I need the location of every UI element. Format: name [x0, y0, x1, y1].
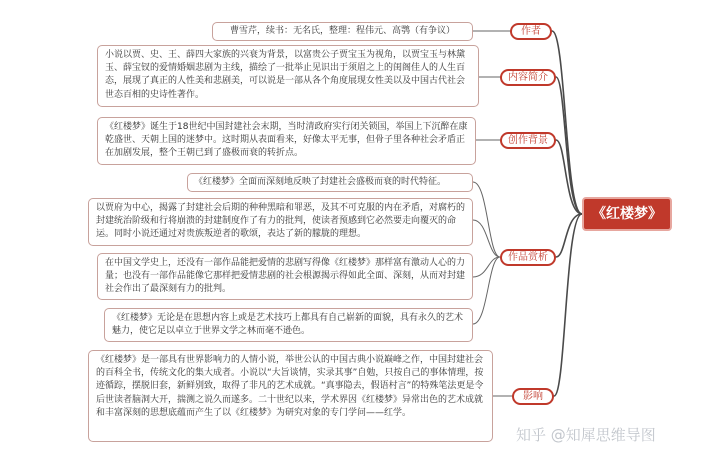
- link-appreciation-1: [473, 182, 500, 257]
- background-box: 《红楼梦》诞生于18世纪中国封建社会末期，当时清政府实行闭关锁国，举国上下沉醉在康乾盛世、天朝上国的迷梦中。这时期从表面看来，好像太平无事，但骨子里各种社会矛盾正在加剧发展，整个王朝已到了盛极而衰的转折点。: [97, 117, 476, 165]
- influence-box: 《红楼梦》是一部具有世界影响力的人情小说，举世公认的中国古典小说巅峰之作，中国封建社会的百科全书，传统文化的集大成者。小说以“大旨谈情，实录其事”自勉，只按自己的事体情理，按迹循踪，摆脱旧套，新鲜别致，取得了非凡的艺术成就。“真事隐去，假语村言”的特殊笔法更是令后世读者脑洞大开，揣测之说久而遂多。二十世纪以来，学术界因《红楼梦》异常出色的艺术成就和丰富深刻的思想底蕴而产生了以《红楼梦》为研究对象的专门学问——红学。: [88, 350, 493, 442]
- appreciation-box-3: 在中国文学史上，还没有一部作品能把爱情的悲剧写得像《红楼梦》那样富有激动人心的力量；也没有一部作品能像它那样把爱情悲剧的社会根源揭示得如此全面、深刻，从而对封建社会作出了最深刻有力的批判。: [97, 253, 473, 300]
- watermark: [516, 424, 656, 445]
- appreciation-box-2: 以贾府为中心，揭露了封建社会后期的种种黑暗和罪恶，及其不可克服的内在矛盾，对腐朽的封建统治阶级和行将崩溃的封建制度作了有力的批判，使读者预感到它必然要走向覆灭的命运。同时小说还通过对贵族叛逆者的歌颂，表达了新的朦胧的理想。: [88, 198, 473, 246]
- branch-label-background[interactable]: 创作背景: [500, 132, 556, 149]
- summary-box: 小说以贾、史、王、薛四大家族的兴衰为背景，以富贵公子贾宝玉为视角，以贾宝玉与林黛玉、薛宝钗的爱情婚姻悲剧为主线，描绘了一批举止见识出于须眉之上的闺阁佳人的人生百态，展现了真正的人性美和悲剧美，可以说是一部从各个角度展现女性美以及中国古代社会世态百相的史诗性著作。: [97, 45, 479, 107]
- branch-label-author[interactable]: 作者: [510, 23, 552, 40]
- link-root-appreciation: [556, 214, 582, 257]
- appreciation-box-4: 《红楼梦》无论是在思想内容上或是艺术技巧上都具有自己崭新的面貌，具有永久的艺术魅力，使它足以卓立于世界文学之林而毫不逊色。: [104, 308, 473, 342]
- link-root-influence: [554, 214, 582, 396]
- link-root-author: [552, 31, 582, 214]
- branch-label-appreciation[interactable]: 作品赏析: [500, 249, 556, 266]
- link-appreciation-4: [473, 257, 500, 324]
- author-box: 曹雪芹，续书：无名氏，整理：程伟元、高鹗（有争议）: [212, 22, 473, 41]
- branch-label-influence[interactable]: 影响: [512, 388, 554, 405]
- link-appreciation-2: [473, 220, 500, 257]
- watermark-text: 知乎 @知犀思维导图: [516, 426, 656, 444]
- root-node[interactable]: 《红楼梦》: [582, 197, 672, 231]
- branch-label-summary[interactable]: 内容简介: [500, 69, 556, 86]
- appreciation-box-1: 《红楼梦》全面而深刻地反映了封建社会盛极而衰的时代特征。: [187, 173, 473, 192]
